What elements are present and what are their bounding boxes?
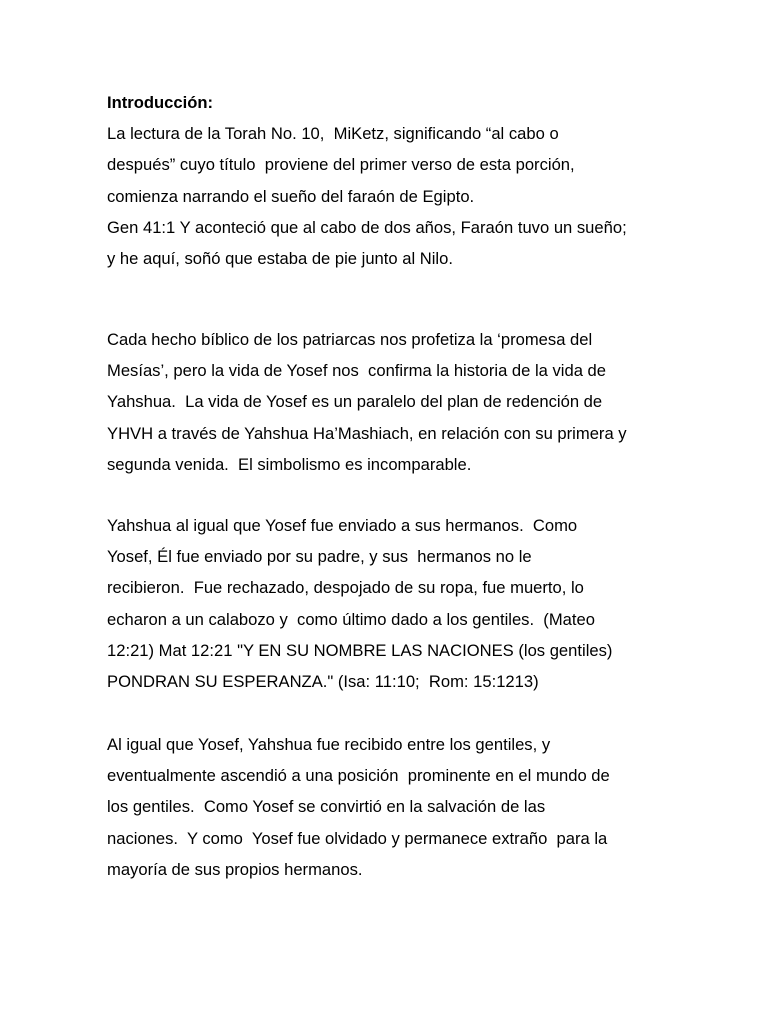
text-line: Al igual que Yosef, Yahshua fue recibido entre los gentiles, y: [107, 735, 551, 754]
text-line: Yosef, Él fue enviado por su padre, y sus hermanos no le: [107, 547, 532, 567]
text-line: comienza narrando el sueño del faraón de Egipto.: [107, 186, 475, 206]
paragraph-3: [107, 510, 707, 697]
text-line: PONDRAN SU ESPERANZA." (Isa: 11:10; Rom: 15:1213): [107, 672, 539, 692]
text-line: segunda venida. El simbolismo es incomparable.: [107, 454, 472, 474]
text-line: recibieron. Fue rechazado, despojado de su ropa, fue muerto, lo: [107, 578, 584, 598]
text-line: echaron a un calabozo y como último dado a los gentiles. (Mateo: [107, 609, 595, 629]
text-line: La lectura de la Torah No. 10, MiKetz, significando “al cabo o: [107, 124, 559, 144]
text-line: después” cuyo título proviene del primer verso de esta porción,: [107, 155, 575, 175]
section-heading: Introducción:: [107, 93, 214, 112]
text-line: Gen 41:1 Y aconteció que al cabo de dos años, Faraón tuvo un sueño;: [107, 217, 627, 237]
text-line: YHVH a través de Yahshua Ha’Mashiach, en relación con su primera y: [107, 423, 627, 443]
text-line: Mesías’, pero la vida de Yosef nos confirma la historia de la vida de: [107, 361, 607, 381]
text-line: los gentiles. Como Yosef se convirtió en la salvación de las: [107, 797, 546, 817]
paragraph-2: [107, 324, 707, 480]
text-line: Yahshua al igual que Yosef fue enviado a sus hermanos. Como: [107, 516, 578, 535]
paragraph-4: [107, 729, 707, 885]
text-line: 12:21) Mat 12:21 "Y EN SU NOMBRE LAS NACIONES (los gentiles): [107, 640, 613, 660]
text-line: Cada hecho bíblico de los patriarcas nos profetiza la ‘promesa del: [107, 330, 593, 349]
text-line: y he aquí, soñó que estaba de pie junto al Nilo.: [107, 249, 453, 269]
intro-section: [107, 87, 707, 274]
text-line: naciones. Y como Yosef fue olvidado y permanece extraño para la: [107, 828, 608, 848]
text-line: eventualmente ascendió a una posición prominente en el mundo de: [107, 766, 610, 786]
text-line: mayoría de sus propios hermanos.: [107, 859, 363, 879]
text-line: Yahshua. La vida de Yosef es un paralelo del plan de redención de: [107, 392, 603, 412]
